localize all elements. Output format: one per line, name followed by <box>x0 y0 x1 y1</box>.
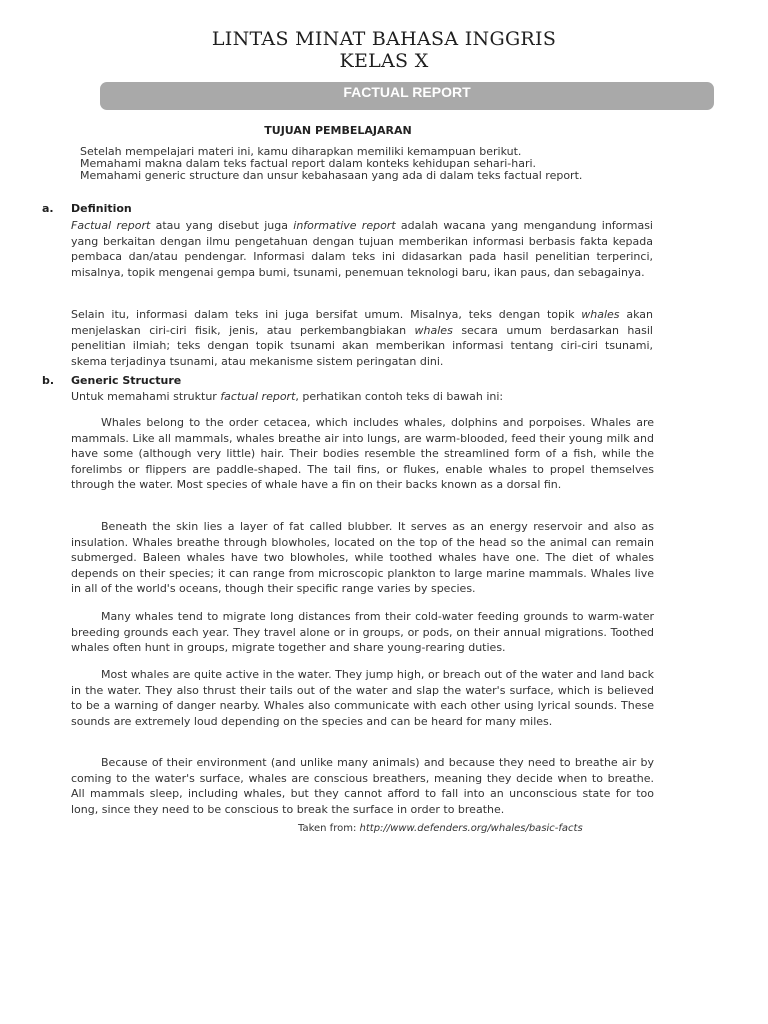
objective-item: Memahami generic structure dan unsur kebahasaan yang ada di dalam teks factual report. <box>80 169 583 182</box>
objective-item: Setelah mempelajari materi ini, kamu diharapkan memiliki kemampuan berikut. <box>80 145 522 158</box>
source-label: Taken from: <box>298 823 360 834</box>
document-subtitle: KELAS X <box>339 50 429 72</box>
term-whales: whales <box>581 308 620 321</box>
sample-paragraph: Most whales are quite active in the water. They jump high, or breach out of the water and land back in the water. They also thrust their tails out of the water and slap the water's surface, which is believed to be a warning of danger nearby. Whales also communicate with each other using lyrical sounds. These sounds are extremely loud depending on the species and can be heard for many miles. <box>71 668 654 728</box>
section-b-title: Generic Structure <box>71 374 182 387</box>
section-a-title: Definition <box>71 202 132 215</box>
sample-paragraph: Because of their environment (and unlike many animals) and because they need to breathe air by coming to the water's surface, whales are conscious breathers, meaning they decide when to breathe. All mammals sleep, including whales, but they cannot afford to fall into an unconscious state for too long, since they need to be conscious to break the surface in order to breathe. <box>71 756 654 816</box>
topic-banner-label: FACTUAL REPORT <box>343 84 471 100</box>
objective-item: Memahami makna dalam teks factual report dalam konteks kehidupan sehari-hari. <box>80 157 537 170</box>
text-run: akan menjelaskan ciri-ciri fisik, jenis, atau perkembangbiakan <box>71 308 653 337</box>
topic-banner <box>100 82 714 110</box>
text-run: , perhatikan contoh teks di bawah ini: <box>295 390 504 403</box>
generic-structure-intro <box>71 389 653 405</box>
sample-paragraph: Many whales tend to migrate long distances from their cold-water feeding grounds to warm-water breeding grounds each year. They travel alone or in groups, or pods, on their annual migrations. Toothed whales often hunt in groups, migrate together and share young-rearing duties. <box>71 610 654 655</box>
source-link[interactable]: http://www.defenders.org/whales/basic-facts <box>359 823 583 834</box>
section-a-letter: a. <box>42 202 54 215</box>
source-citation <box>298 823 583 834</box>
sample-paragraph: Beneath the skin lies a layer of fat called blubber. It serves as an energy reservoir and also as insulation. Whales breathe through blowholes, located on the top of the head so the animal can remain submerged. Baleen whales have two blowholes, while toothed whales have one. The diet of whales depends on their species; it can range from microscopic plankton to large marine mammals. Whales live in all of the world's oceans, though their specific range varies by species. <box>71 520 654 596</box>
term-informative-report: informative report <box>293 219 396 232</box>
sample-paragraph: Whales belong to the order cetacea, which includes whales, dolphins and porpoises. Whales are mammals. Like all mammals, whales breathe air into lungs, are warm-blooded, feed their young milk and have some (although very little) hair. Their bodies resemble the streamlined form of a fish, while the forelimbs or flippers are paddle-shaped. The tail fins, or flukes, enable whales to propel themselves through the water. Most species of whale have a fin on their backs known as a dorsal fin. <box>71 416 654 492</box>
term-factual-report: factual report <box>220 390 296 403</box>
document-title: LINTAS MINAT BAHASA INGGRIS <box>211 28 557 50</box>
term-whales: whales <box>414 323 453 337</box>
text-run: secara umum berdasarkan hasil penelitian ilmiah; teks dengan topik tsunami akan memberikan informasi tentang ciri-ciri tsunami, skema terjadinya tsunami, atau mekanisme sistem peringatan dini. <box>71 323 653 368</box>
text-run: Untuk memahami struktur <box>71 390 221 403</box>
section-b-letter: b. <box>42 374 55 387</box>
objectives-heading: TUJUAN PEMBELAJARAN <box>264 124 412 137</box>
definition-paragraph <box>71 218 653 280</box>
term-factual-report: Factual report <box>71 219 151 232</box>
text-run: Selain itu, informasi dalam teks ini juga bersifat umum. Misalnya, teks dengan topik <box>71 308 582 321</box>
definition-paragraph-2 <box>71 307 653 369</box>
text-run: atau yang disebut juga <box>150 219 294 232</box>
text-run: adalah wacana yang mengandung informasi yang berkaitan dengan ilmu pengetahuan dengan tujuan memberikan informasi berbasis fakta kepada pembaca dan/atau pendengar. Informasi dalam teks ini didasarkan pada hasil penelitian terperinci, misalnya, topik mengenai gempa bumi, tsunami, penemuan teknologi baru, ikan paus, dan sebagainya. <box>71 219 653 279</box>
